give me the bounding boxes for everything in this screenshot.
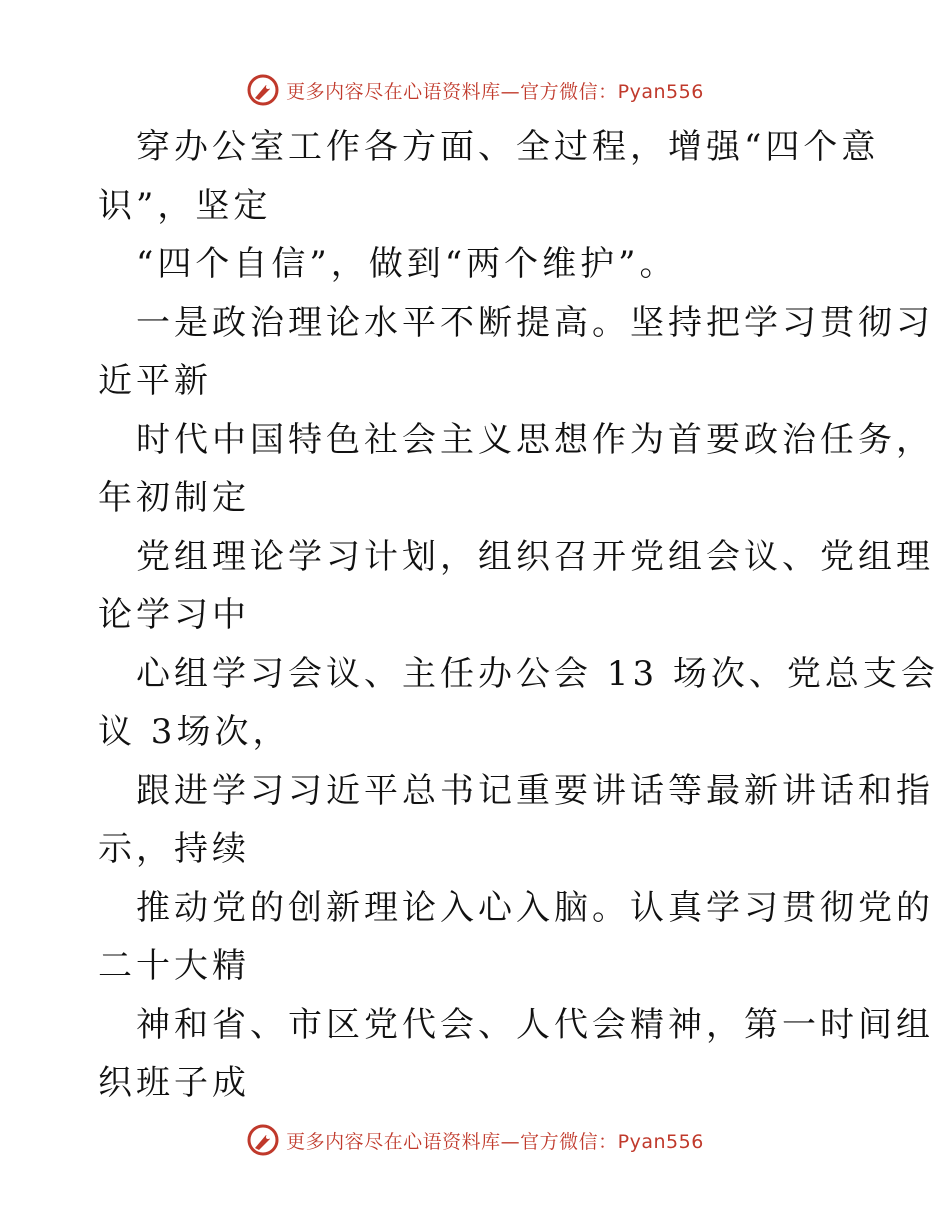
text-line: 党组理论学习计划，组织召开党组会议、党组理 — [136, 536, 934, 577]
text-line: 识”，坚定 — [98, 185, 272, 226]
text-line: 年初制定 — [98, 478, 250, 518]
header-banner-text: 更多内容尽在心语资料库—官方微信：Pyan556 — [286, 80, 704, 103]
text-line: 论学习中 — [98, 595, 250, 635]
text-line: 近平新 — [98, 361, 212, 401]
text-line: 神和省、市区党代会、人代会精神，第一时间组 — [136, 1004, 934, 1045]
text-line: 心组学习会议、主任办公会 13 场次、党总支会 — [136, 653, 939, 694]
text-line: 穿办公室工作各方面、全过程，增强“四个意 — [136, 127, 880, 167]
text-line: “四个自信”，做到“两个维护”。 — [136, 244, 678, 284]
text-line: 一是政治理论水平不断提高。坚持把学习贯彻习 — [136, 302, 934, 343]
pen-nib-circle-icon — [246, 73, 280, 107]
text-line: 示，持续 — [98, 829, 250, 869]
pen-nib-circle-icon — [246, 1123, 280, 1157]
footer-banner — [0, 1120, 950, 1160]
header-banner — [0, 70, 950, 110]
document-body — [98, 118, 939, 1113]
text-line: 跟进学习习近平总书记重要讲话等最新讲话和指 — [136, 770, 934, 811]
text-line: 议 3场次， — [98, 712, 291, 752]
text-line: 推动党的创新理论入心入脑。认真学习贯彻党的 — [136, 887, 934, 928]
text-line: 二十大精 — [98, 946, 250, 986]
text-line: 时代中国特色社会主义思想作为首要政治任务， — [136, 419, 934, 460]
text-line: 织班子成 — [98, 1063, 250, 1103]
footer-banner-text: 更多内容尽在心语资料库—官方微信：Pyan556 — [286, 1130, 704, 1153]
